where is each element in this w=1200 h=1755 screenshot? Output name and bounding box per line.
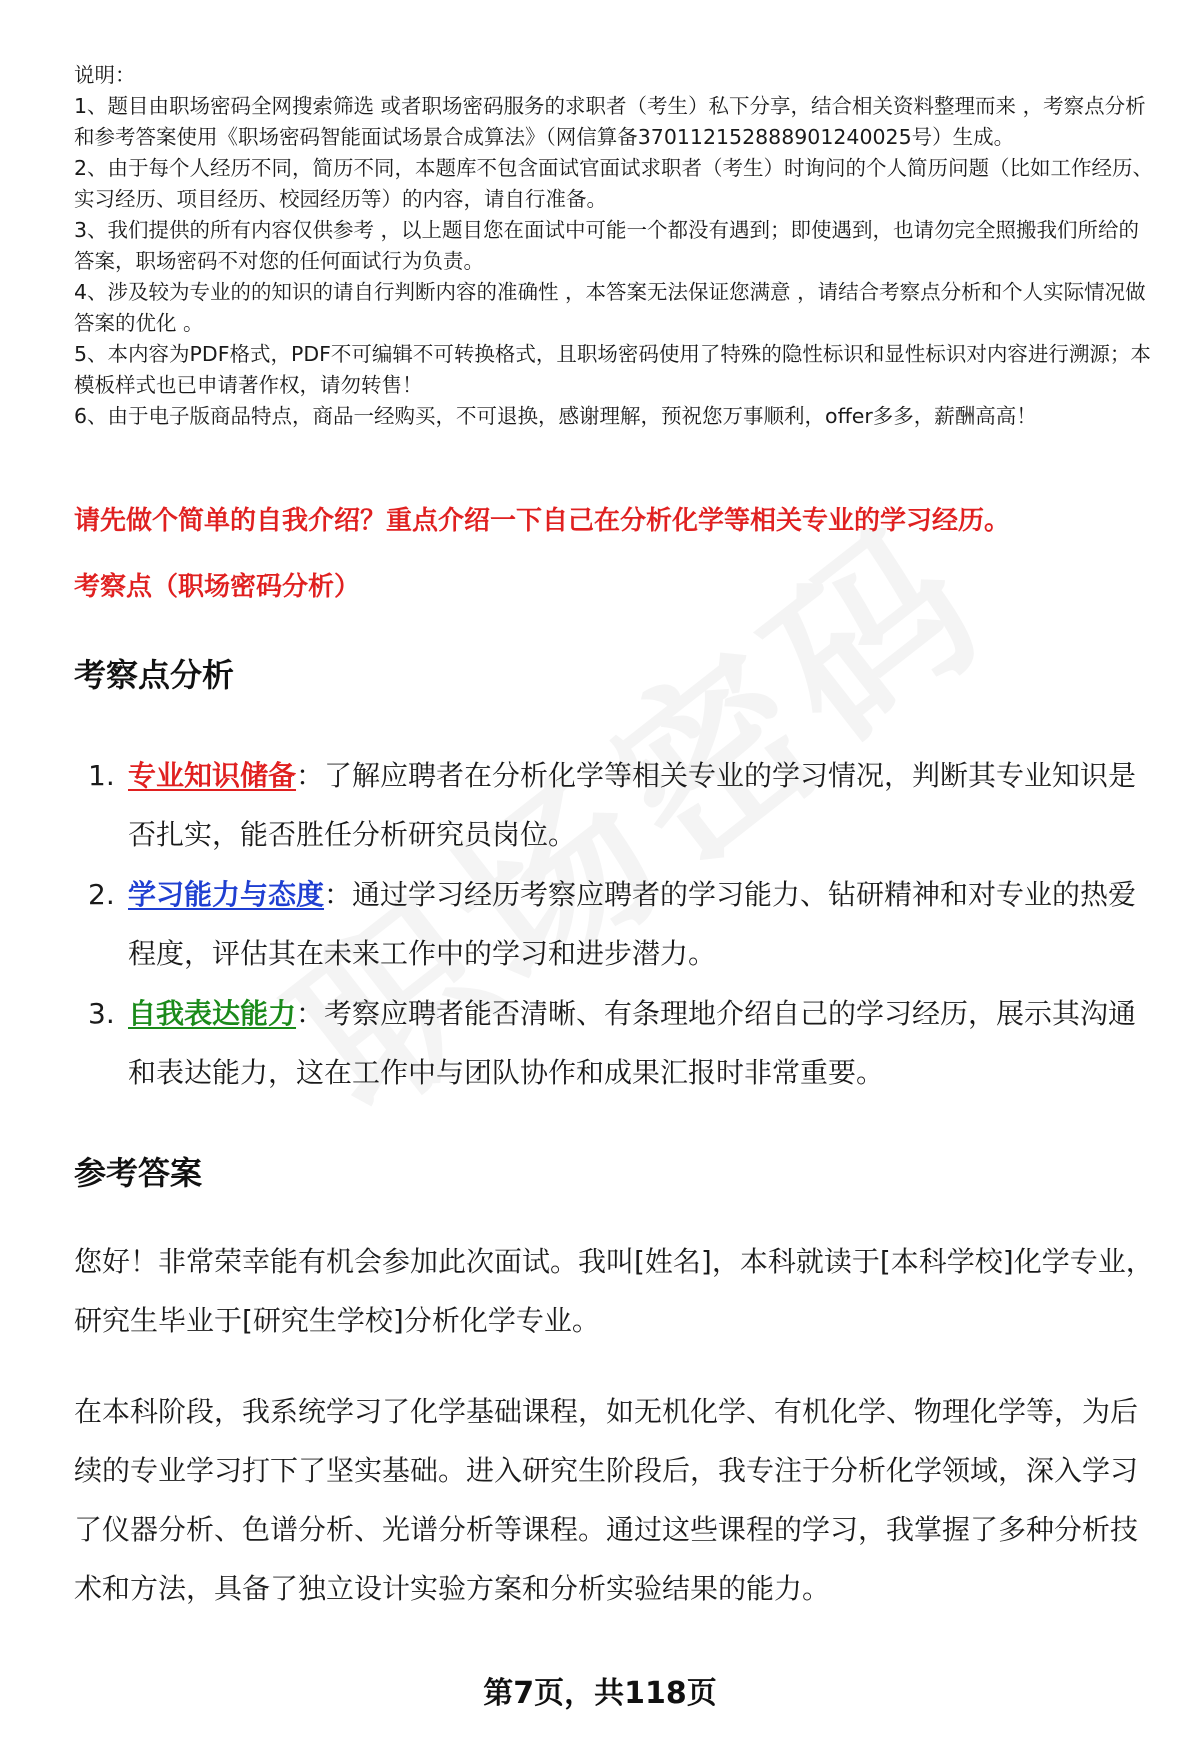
notes-heading: 说明： bbox=[74, 63, 136, 87]
point-number: 2. bbox=[88, 878, 115, 911]
analysis-point bbox=[74, 746, 1164, 864]
analysis-heading: 考察点分析 bbox=[74, 656, 235, 694]
note-item: 1、题目由职场密码全网搜索筛选 或者职场密码服务的求职者（考生）私下分享，结合相关资料整理而来 ，考察点分析和参考答案使用《职场密码智能面试场景合成算法》（网信算备370112152888901240025号）生成。 bbox=[74, 94, 1146, 149]
analysis-points-list bbox=[74, 746, 1164, 1103]
note-item: 3、我们提供的所有内容仅供参考 ，以上题目您在面试中可能一个都没有遇到；即使遇到，也请勿完全照搬我们所给的答案，职场密码不对您的任何面试行为负责。 bbox=[74, 218, 1140, 273]
point-text: ：了解应聘者在分析化学等相关专业的学习情况，判断其专业知识是否扎实，能否胜任分析研究员岗位。 bbox=[128, 759, 1137, 851]
disclaimer-notes bbox=[74, 60, 1159, 432]
interview-question: 请先做个简单的自我介绍？重点介绍一下自己在分析化学等相关专业的学习经历。 bbox=[74, 506, 1011, 536]
point-number: 1. bbox=[88, 759, 115, 792]
point-number: 3. bbox=[88, 997, 115, 1030]
kaochadian-label: 考察点（职场密码分析） bbox=[74, 572, 361, 602]
point-keyword: 自我表达能力 bbox=[128, 997, 297, 1030]
point-text: ：通过学习经历考察应聘者的学习能力、钻研精神和对专业的热爱程度，评估其在未来工作中的学习和进步潜力。 bbox=[128, 878, 1137, 970]
note-item: 5、本内容为PDF格式，PDF不可编辑不可转换格式，且职场密码使用了特殊的隐性标识和显性标识对内容进行溯源；本模板样式也已申请著作权，请勿转售！ bbox=[74, 342, 1151, 397]
note-item: 6、由于电子版商品特点，商品一经购买，不可退换，感谢理解，预祝您万事顺利，offer多多，薪酬高高！ bbox=[74, 404, 1037, 428]
reference-heading: 参考答案 bbox=[74, 1154, 203, 1192]
note-item: 4、涉及较为专业的的知识的请自行判断内容的准确性 ，本答案无法保证您满意 ，请结合考察点分析和个人实际情况做答案的优化 。 bbox=[74, 280, 1146, 335]
analysis-point bbox=[74, 865, 1164, 983]
point-keyword: 学习能力与态度 bbox=[128, 878, 325, 911]
answer-paragraph: 您好！非常荣幸能有机会参加此次面试。我叫[姓名]，本科就读于[本科学校]化学专业，研究生毕业于[研究生学校]分析化学专业。 bbox=[74, 1245, 1154, 1337]
note-item: 2、由于每个人经历不同，简历不同，本题库不包含面试官面试求职者（考生）时询问的个人简历问题（比如工作经历、实习经历、项目经历、校园经历等）的内容，请自行准备。 bbox=[74, 156, 1154, 211]
point-keyword: 专业知识储备 bbox=[128, 759, 297, 792]
analysis-point bbox=[74, 984, 1164, 1102]
page-footer: 第7页，共118页 bbox=[483, 1676, 717, 1711]
reference-answer bbox=[74, 1232, 1164, 1650]
answer-paragraph: 在本科阶段，我系统学习了化学基础课程，如无机化学、有机化学、物理化学等，为后续的专业学习打下了坚实基础。进入研究生阶段后，我专注于分析化学领域，深入学习了仪器分析、色谱分析、光谱分析等课程。通过这些课程的学习，我掌握了多种分析技术和方法，具备了独立设计实验方案和分析实验结果的能力。 bbox=[74, 1395, 1139, 1605]
point-text: ：考察应聘者能否清晰、有条理地介绍自己的学习经历，展示其沟通和表达能力，这在工作中与团队协作和成果汇报时非常重要。 bbox=[128, 997, 1137, 1089]
